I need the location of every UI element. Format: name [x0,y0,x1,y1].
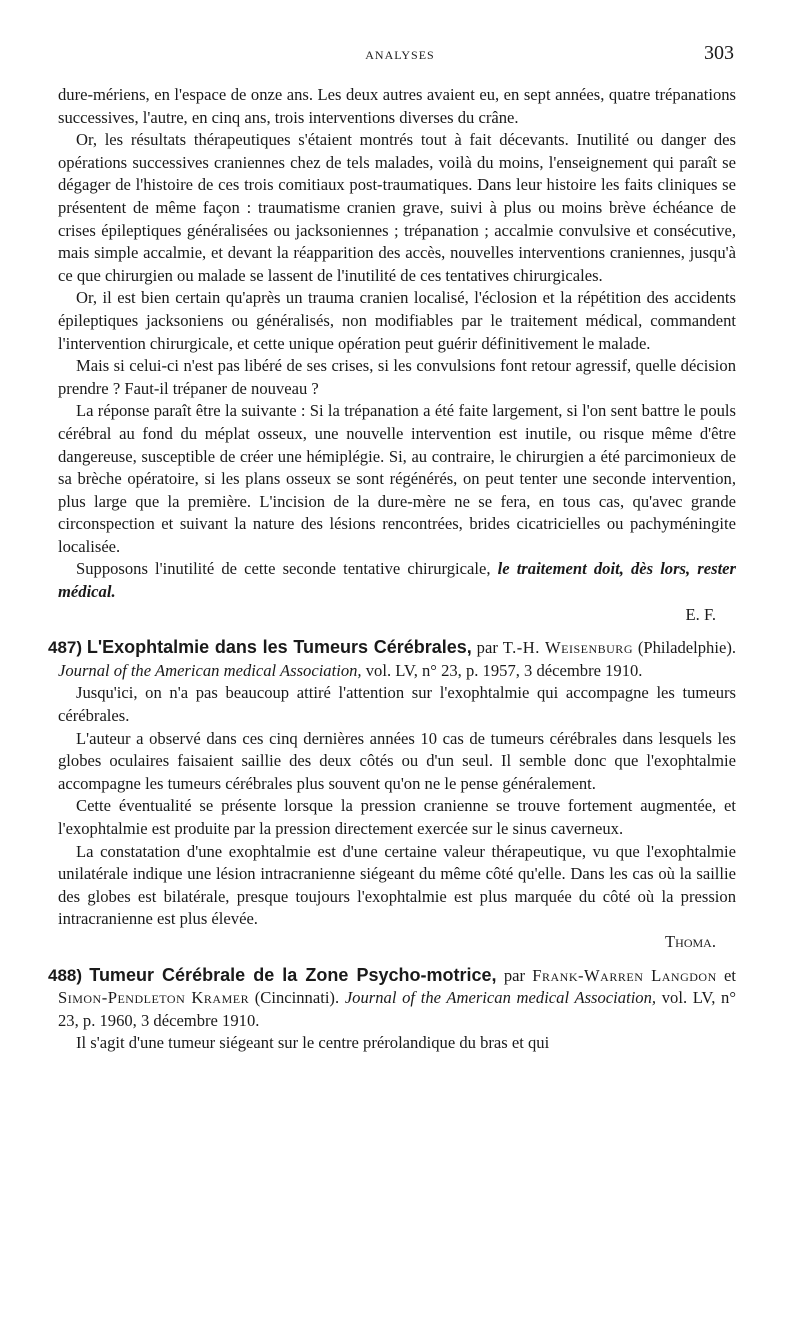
abstract-title: L'Exophtalmie dans les Tumeurs Cérébrales, [86,637,472,658]
paragraph: Or, il est bien certain qu'après un trauma cranien localisé, l'éclosion et la répétition des accidents épileptiques jacksoniens ou généralisés, non modifiables par le traitement médical, commandent l'intervention chirurgicale, et cette unique opération peut guérir définitivement le malade. [58,288,736,353]
abstract-heading [48,636,736,682]
signature-line [58,931,736,954]
paragraph: La réponse paraît être la suivante : Si la trépanation a été faite largement, si l'on sent battre le pouls cérébral au fond du méplat osseux, une nouvelle intervention est inutile, ou risque même d'être dangereuse, susceptible de créer une hémiplégie. Si, au contraire, le chirurgien a été parcimonieux de sa brèche opératoire, si les plans osseux se sont régénérés, on peut tenter une seconde intervention, plus large que la première. L'incision de la dure-mère ne se fera, en tous cas, qu'avec grande circonspection et suivant la nature des lésions rencontrées, brides cicatricielles ou pachyméningite localisée. [58,401,736,556]
paragraph: La constatation d'une exophtalmie est d'une certaine valeur thérapeutique, vu que l'exophtalmie unilatérale indique une lésion intracranienne siégeant du même côté qu'elle. Dans les cas où la saillie des globes est bilatérale, presque toujours l'exophtalmie est plus marquée du côté où la pression intracranienne est plus élevée. [58,841,736,929]
journal: Journal of the American medical Association, [344,988,657,1008]
author: Frank-Warren Langdon [532,965,717,985]
signature: E. F. [685,604,716,624]
running-header [0,42,800,70]
paragraph: L'auteur a observé dans ces cinq dernières années 10 cas de tumeurs cérébrales dans lesquels les globes oculaires faisaient saillie des deux côtés ou d'un seul. Il semble donc que l'exophtalmie accompagne les tumeurs cérébrales plus souvent qu'on ne le pense généralement. [58,728,736,793]
page-number: 303 [704,42,734,64]
paragraph [58,558,736,603]
paragraph: Mais si celui-ci n'est pas libéré de ses crises, si les convulsions font retour agressif, quelle décision prendre ? Faut-il trépaner de nouveau ? [58,356,736,398]
abstract-number: 487) [48,638,83,658]
by-word: par [503,965,526,985]
journal: Journal of the American medical Association, [58,660,362,680]
author: Simon-Pendleton Kramer [58,988,250,1008]
paragraph: Jusqu'ici, on n'a pas beaucoup attiré l'attention sur l'exophtalmie qui accompagne les tumeurs cérébrales. [58,683,736,726]
paragraph-text: Supposons l'inutilité de cette seconde tentative chirurgicale, [76,559,491,579]
signature: Thoma. [665,931,716,951]
author: T.-H. Weisenburg [502,638,633,658]
paragraph: Il s'agit d'une tumeur siégeant sur le centre prérolandique du bras et qui [76,1033,550,1053]
paragraph: dure-mériens, en l'espace de onze ans. Les deux autres avaient eu, en sept années, quatre trépanations successives, l'autre, en cinq ans, trois interventions diverses du crâne. [58,85,736,127]
abstract-heading [48,964,736,1033]
and-word: et [724,965,736,985]
conclusion-italic: le traitement doit, dès lors, rester médical. [58,559,736,602]
running-title: ANALYSES [365,48,435,62]
text-column [48,84,736,1055]
citation: vol. LV, n° 23, p. 1957, 3 décembre 1910. [365,660,643,680]
paragraph: Or, les résultats thérapeutiques s'étaient montrés tout à fait décevants. Inutilité ou danger des opérations successives craniennes chez de tels malades, voilà du moins, l'enseignement qui paraît se dégager de l'histoire de ces trois comitiaux post-traumatiques. Dans leur histoire les faits cliniques se présentent de même façon : traumatisme cranien grave, suivi à plus ou moins brève échéance de crises épileptiques généralisées ou jacksoniennes ; trépanation ; accalmie convulsive et consécutive, mais simple accalmie, et devant la réapparition des accès, nouvelles interventions craniennes, jusqu'à ce que chirurgien ou malade se lassent de l'inutilité de ces tentatives chirurgicales. [58,130,736,285]
signature-line [58,604,736,627]
location: (Philadelphie). [637,638,736,658]
by-word: par [476,638,498,658]
citation: vol. LV, n° 23, p. 1960, 3 décembre 1910. [58,988,736,1030]
abstract-number: 488) [48,965,83,985]
location: (Cincinnati). [254,988,340,1008]
paragraph: Cette éventualité se présente lorsque la pression cranienne se trouve fortement augmentée, et l'exophtalmie est produite par la pression directement exercée sur le sinus caverneux. [58,796,736,838]
abstract-title: Tumeur Cérébrale de la Zone Psycho-motrice, [89,964,497,985]
